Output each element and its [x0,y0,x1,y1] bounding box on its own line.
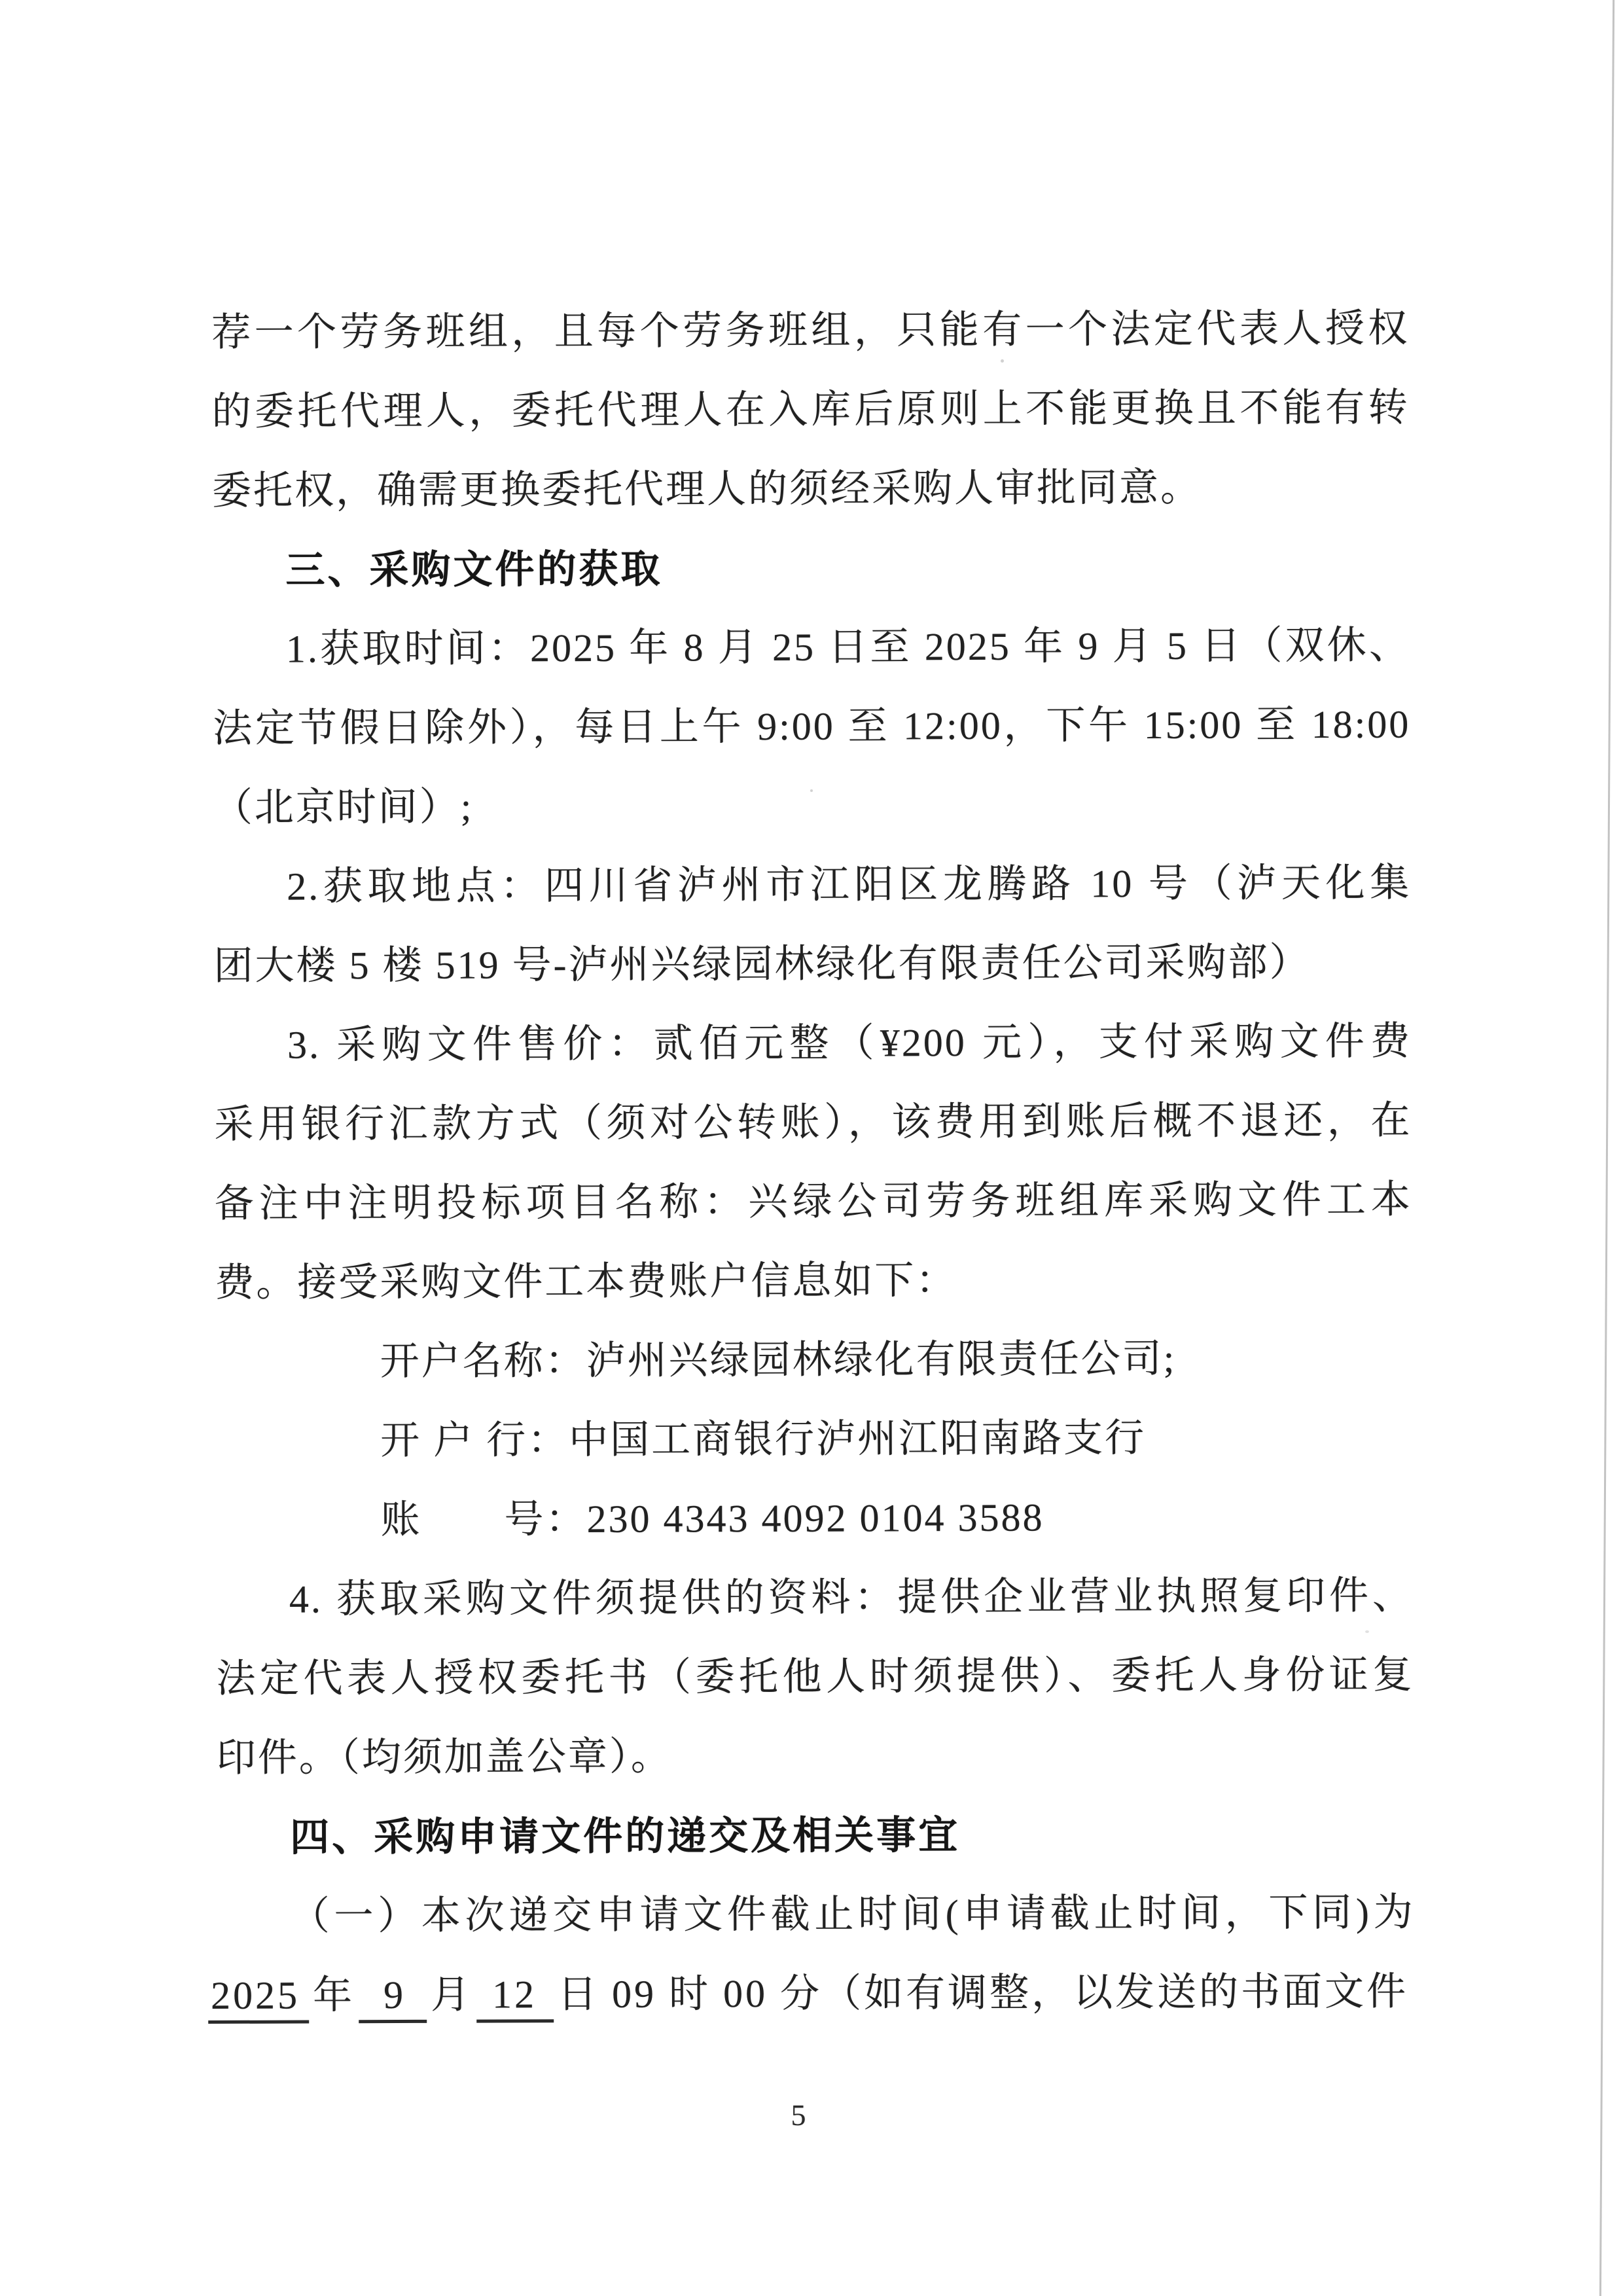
item4-docs-line-2: 法定代表人授权委托书（委托他人时须提供）、委托人身份证复 [216,1653,1414,1700]
para-carryover-line-3: 委托权，确需更换委托代理人的须经采购人审批同意。 [211,465,1202,512]
scan-speck [810,789,813,792]
account-number: 账 号：230 4343 4092 0104 3588 [380,1496,1044,1542]
deadline-text: 日 09 时 00 分（如有调整，以发送的书面文件 [557,1969,1409,2017]
item1-time-line-2: 法定节假日除外），每日上午 9:00 至 12:00，下午 15:00 至 18:00 [213,702,1411,750]
item2-place-line-1: 2.获取地点：四川省泸州市江阳区龙腾路 10 号（泸天化集 [287,861,1412,908]
heading-section-3: 三、采购文件的获取 [285,547,663,592]
deadline-text: 月 [430,1973,473,2017]
item5-deadline-line-1: （一）本次递交申请文件截止时间(申请截止时间，下同)为 [290,1890,1415,1938]
deadline-blank-line [210,1952,1415,2036]
fill-in-blank-underline: 9 [359,1971,427,2023]
scan-speck [1365,1630,1369,1633]
item2-place-line-2: 团大楼 5 楼 519 号-泸州兴绿园林绿化有限责任公司采购部） [213,941,1311,988]
item1-time-line-3: （北京时间）; [213,785,474,829]
para-carryover-line-1: 荐一个劳务班组，且每个劳务班组，只能有一个法定代表人授权 [211,306,1410,354]
fill-in-blank-underline: 2025 [208,1971,309,2024]
document-lines [211,289,1415,2036]
account-holder-name: 开户名称：泸州兴绿园林绿化有限责任公司; [380,1336,1177,1384]
heading-section-4: 四、采购申请文件的递交及相关事宜 [290,1813,961,1859]
item3-price-line-2: 采用银行汇款方式（须对公转账），该费用到账后概不退还，在 [214,1098,1412,1146]
item1-time-line-1: 1.获取时间：2025 年 8 月 25 日至 2025 年 9 月 5 日（双休、 [285,623,1411,671]
fill-in-blank-underline: 12 [476,1971,554,2022]
scan-speck [1001,359,1004,363]
page-number: 5 [791,2098,806,2132]
item3-price-line-4: 费。接受采购文件工本费账户信息如下： [215,1259,957,1304]
account-bank-name: 开 户 行：中国工商银行泸州江阳南路支行 [380,1416,1147,1463]
deadline-text: 年 [312,1973,355,2017]
item3-price-line-1: 3. 采购文件售价：贰佰元整（¥200 元），支付采购文件费 [287,1019,1412,1067]
item4-docs-line-3: 印件。（均须加盖公章）。 [216,1734,672,1780]
scan-edge-line [1599,0,1614,2296]
para-carryover-line-2: 的委托代理人，委托代理人在入库后原则上不能更换且不能有转 [211,386,1410,433]
item3-price-line-3: 备注中注明投标项目名称：兴绿公司劳务班组库采购文件工本 [214,1177,1412,1225]
item4-docs-line-1: 4. 获取采购文件须提供的资料：提供企业营业执照复印件、 [289,1573,1414,1621]
